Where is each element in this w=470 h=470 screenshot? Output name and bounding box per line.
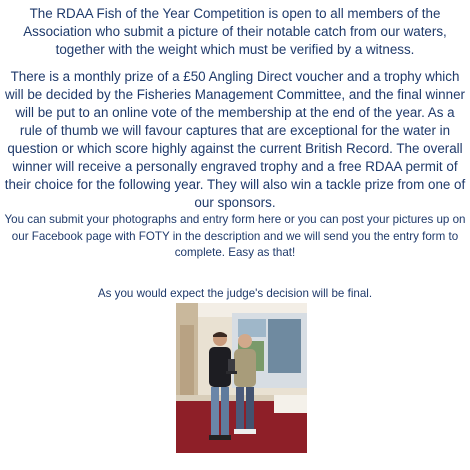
slide-text-block: [238, 319, 266, 337]
man-right-leg-1: [236, 387, 244, 429]
man-left-leg-2: [221, 387, 229, 435]
slide-photo: [268, 319, 301, 373]
man-right-shirt: [234, 349, 256, 387]
man-left-jacket: [209, 347, 231, 387]
man-left-shoe-1: [209, 435, 220, 440]
man-left-leg-1: [211, 387, 219, 435]
man-right-shoe-2: [245, 429, 256, 434]
man-right-shoe-1: [234, 429, 245, 434]
trophy-base: [226, 371, 237, 374]
table-cloth: [274, 395, 307, 413]
trophy: [228, 359, 235, 371]
prize-paragraph: There is a monthly prize of a £50 Angling Direct voucher and a trophy which will be decided by the Fisheries Management Committee, and the final winner will be put to an online vote of the membership at the end of the year. As a rule of thumb we will favour captures that are exceptional for the water in question or which score highly against the current British Record. The overall winner will receive a personally engraved trophy and a free RDAA permit of their choice for the following year. They will also win a tackle prize from one of our sponsors.: [4, 69, 466, 210]
trophy-presentation-photo: [176, 303, 307, 453]
intro-paragraph: The RDAA Fish of the Year Competition is open to all members of the Association who submit a picture of their notable catch from our waters, together with the weight which must be verified by a witness.: [23, 6, 447, 57]
man-right-leg-2: [246, 387, 254, 429]
judge-paragraph: As you would expect the judge's decision will be final.: [97, 287, 373, 300]
man-left-shoe-2: [220, 435, 231, 440]
submit-paragraph: You can submit your photographs and entry form here or you can post your pictures up on our Facebook page with FOTY in the description and we will send you the entry form to complete. Easy as that!: [4, 213, 466, 259]
man-right-head: [238, 334, 252, 348]
door-panel: [180, 325, 194, 395]
photo-illustration: [176, 303, 307, 453]
